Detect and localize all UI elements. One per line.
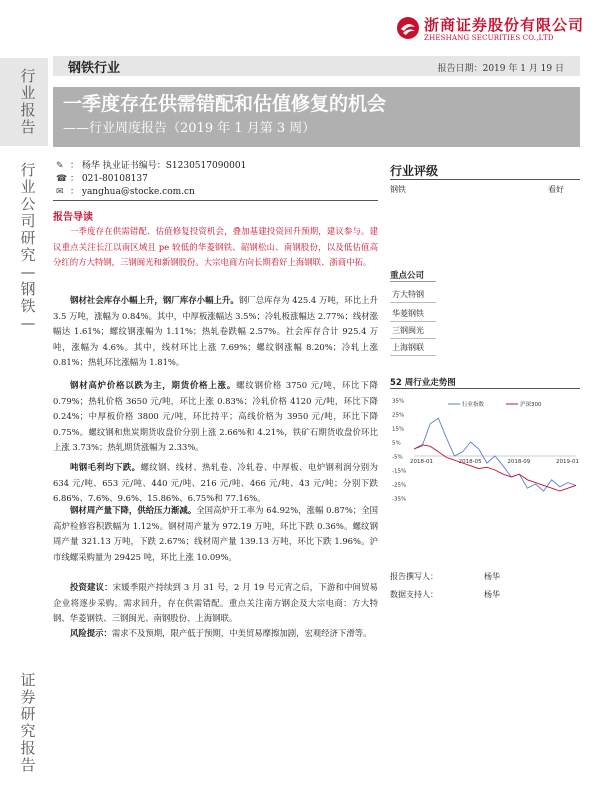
- paragraph-risk-text: 需求不及预期，限产低于预期，中美贸易摩擦加剧，宏观经济下滑等。: [111, 628, 372, 638]
- rating-divider: [390, 179, 580, 180]
- report-subtitle: ——行业周度报告（2019 年 1 月第 3 周）: [63, 121, 316, 136]
- rating-value: 看好: [548, 185, 564, 194]
- author-phone-text: ： 021-80108137: [70, 174, 148, 184]
- author-email-text: ： yanghua@stocke.com.cn: [70, 187, 195, 197]
- y-tick-label: 5%: [392, 440, 401, 447]
- paragraph-risk-heading: 风险提示：: [70, 628, 112, 638]
- support-label: 数据支持人：: [390, 590, 438, 599]
- chart-divider: [390, 388, 580, 389]
- y-tick-label: 25%: [392, 412, 405, 419]
- y-tick-label: -25%: [392, 482, 407, 489]
- paragraph-price-heading: 钢材高炉价格以跌为主，期货价格上涨。: [70, 380, 237, 390]
- rating-sector: 钢铁: [390, 185, 406, 194]
- left-label-category: 行业公司研究—钢铁—: [20, 161, 36, 332]
- writer-label: 报告撰写人：: [390, 572, 438, 581]
- key-company-item: 方大特钢: [392, 290, 424, 299]
- x-tick-label: 2018-09: [507, 459, 531, 465]
- paragraph-inventory-text: 钢厂总库存为 425.4 万吨，环比上升 3.5 万吨，涨幅为 0.84%。其中，中厚板涨幅达 3.5%；冷轧板涨幅达 2.77%；线材涨幅达 1.61%；螺纹钢涨幅为 1.11%；热轧卷跌幅 2.57%。社会库存合计 925.4 万吨，涨幅为 4.6%。其中，线材环比上涨 7.69%；螺纹钢涨幅 8.20%；冷轧上涨 0.81%；热轧环比涨幅为 1.81%。: [53, 295, 378, 367]
- key-company-divider: [390, 355, 436, 356]
- paragraph-margin-heading: 吨钢毛利均下跌。: [70, 462, 141, 472]
- y-tick-label: -15%: [392, 468, 407, 475]
- paragraph-investment-text: 宋媛季限产持续到 3 月 31 号，2 月 19 号元宵之后，下游和中间贸易企业将逐步采购。需求回升，存在供需错配。重点关注南方钢企及大宗电商：方大特钢、华菱钢铁、三钢闽光、南钢股份、上海钢联。: [53, 582, 379, 623]
- writer-name: 杨华: [484, 572, 500, 581]
- industry-tag: 钢铁行业: [68, 61, 121, 76]
- mail-icon: ✉: [56, 187, 64, 197]
- report-date: 报告日期：2019 年 1 月 19 日: [437, 64, 564, 74]
- paragraph-risk: [53, 626, 378, 642]
- author-phone-row: [56, 171, 148, 184]
- key-company-divider: [390, 321, 436, 322]
- author-name-row: [56, 158, 246, 171]
- author-divider: [53, 200, 378, 201]
- y-tick-label: -35%: [392, 496, 407, 503]
- intro-paragraph: 一季度存在供需错配、估值修复投资机会，叠加基建投资回升预期，建议参与。建议重点关注长江以南区域且 pe 较低的华菱钢铁、韶钢松山、南钢股份，以及低估值高分红的方大特钢，三钢闽光和新钢股份。大宗电商方向长期看好上海钢联、浙商中拓。: [53, 226, 378, 267]
- legend-label: 沪深300: [520, 402, 542, 408]
- paragraph-price: [53, 378, 378, 456]
- section-title: 报告导读: [53, 212, 93, 223]
- paragraph-inventory: [53, 293, 378, 371]
- paragraph-output-heading: 钢材周产量下降，供给压力渐减。: [70, 505, 197, 515]
- report-title: 一季度存在供需错配和估值修复的机会: [63, 93, 387, 115]
- company-name-en: ZHESHANG SECURITIES CO.,LTD: [424, 34, 554, 42]
- author-name-text: ： 杨华 执业证书编号：S1230517090001: [70, 161, 247, 171]
- rating-title: 行业评级: [390, 164, 439, 178]
- legend-label: 行业指数: [462, 402, 485, 408]
- paragraph-margin: [53, 460, 378, 507]
- paragraph-output-text: 全国高炉开工率为 64.92%，涨幅 0.87%；全国高炉检修容积跌幅为 1.12%。钢材周产量为 972.19 万吨，环比下跌 0.36%。螺纹钢周产量 321.13 万吨，下跌 2.67%；线材周产量 139.13 万吨，环比下跌 1.96%。沪市线螺采购量为 29425 吨，环比上涨 10.09%。: [53, 505, 378, 562]
- key-company-item: 三钢闽光: [392, 326, 424, 335]
- series-line-industry: [414, 418, 576, 491]
- key-company-item: 上海钢联: [392, 343, 424, 352]
- y-tick-label: 15%: [392, 426, 405, 433]
- paragraph-inventory-heading: 钢材社会库存小幅上升，钢厂库存小幅上升。: [70, 295, 239, 305]
- key-companies-title: 重点公司: [390, 271, 425, 281]
- y-tick-label: 35%: [392, 398, 405, 405]
- industry-trend-chart: [390, 394, 580, 506]
- paragraph-margin-text: 螺纹钢、线材、热轧卷、冷轧卷、中厚板、电炉钢利润分别为 634 元/吨、653 元/吨、440 元/吨、216 元/吨、466 元/吨、43 元/吨；分别下跌 6.86%、7.6%、9.6%、15.86%、6.75%和 77.16%。: [53, 462, 378, 503]
- x-tick-label: 2018-01: [410, 459, 433, 465]
- left-label-report-type: 行业报告: [20, 67, 36, 136]
- paragraph-investment: [53, 580, 378, 627]
- author-email-row: [56, 184, 195, 197]
- pen-icon: ✎: [56, 161, 64, 171]
- key-company-item: 华菱钢铁: [392, 309, 424, 318]
- phone-icon: ☎: [56, 174, 68, 184]
- key-company-divider: [390, 338, 436, 339]
- x-tick-label: 2018-05: [458, 459, 482, 465]
- paragraph-price-text: 螺纹钢价格 3750 元/吨，环比下降 0.79%；热轧价格 3650 元/吨，环比上涨 0.83%；冷轧价格 4120 元/吨，环比下降 0.24%；中厚板价格 3800 元/吨，环比持平；高线价格为 3950 元/吨，环比下降 0.75%。螺纹钢和焦炭期货收盘价分别上涨 2.66%和 4.21%，铁矿石期货收盘价环比上涨 3.73%；热轧期货涨幅为 2.33%。: [53, 380, 379, 452]
- paragraph-investment-heading: 投资建议：: [70, 582, 113, 592]
- chart-title: 52 周行业走势图: [390, 378, 456, 388]
- key-company-divider: [390, 302, 436, 303]
- company-name-cn: 浙商证券股份有限公司: [424, 16, 585, 34]
- series-line-hs300: [414, 445, 576, 491]
- left-label-securities-report: 证券研究报告: [20, 671, 36, 774]
- key-companies-divider: [390, 281, 436, 282]
- support-name: 杨华: [484, 590, 500, 599]
- paragraph-output: [53, 503, 378, 565]
- x-tick-label: 2019-01: [556, 459, 579, 465]
- y-tick-label: -5%: [392, 454, 403, 461]
- company-logo-icon: [396, 16, 420, 40]
